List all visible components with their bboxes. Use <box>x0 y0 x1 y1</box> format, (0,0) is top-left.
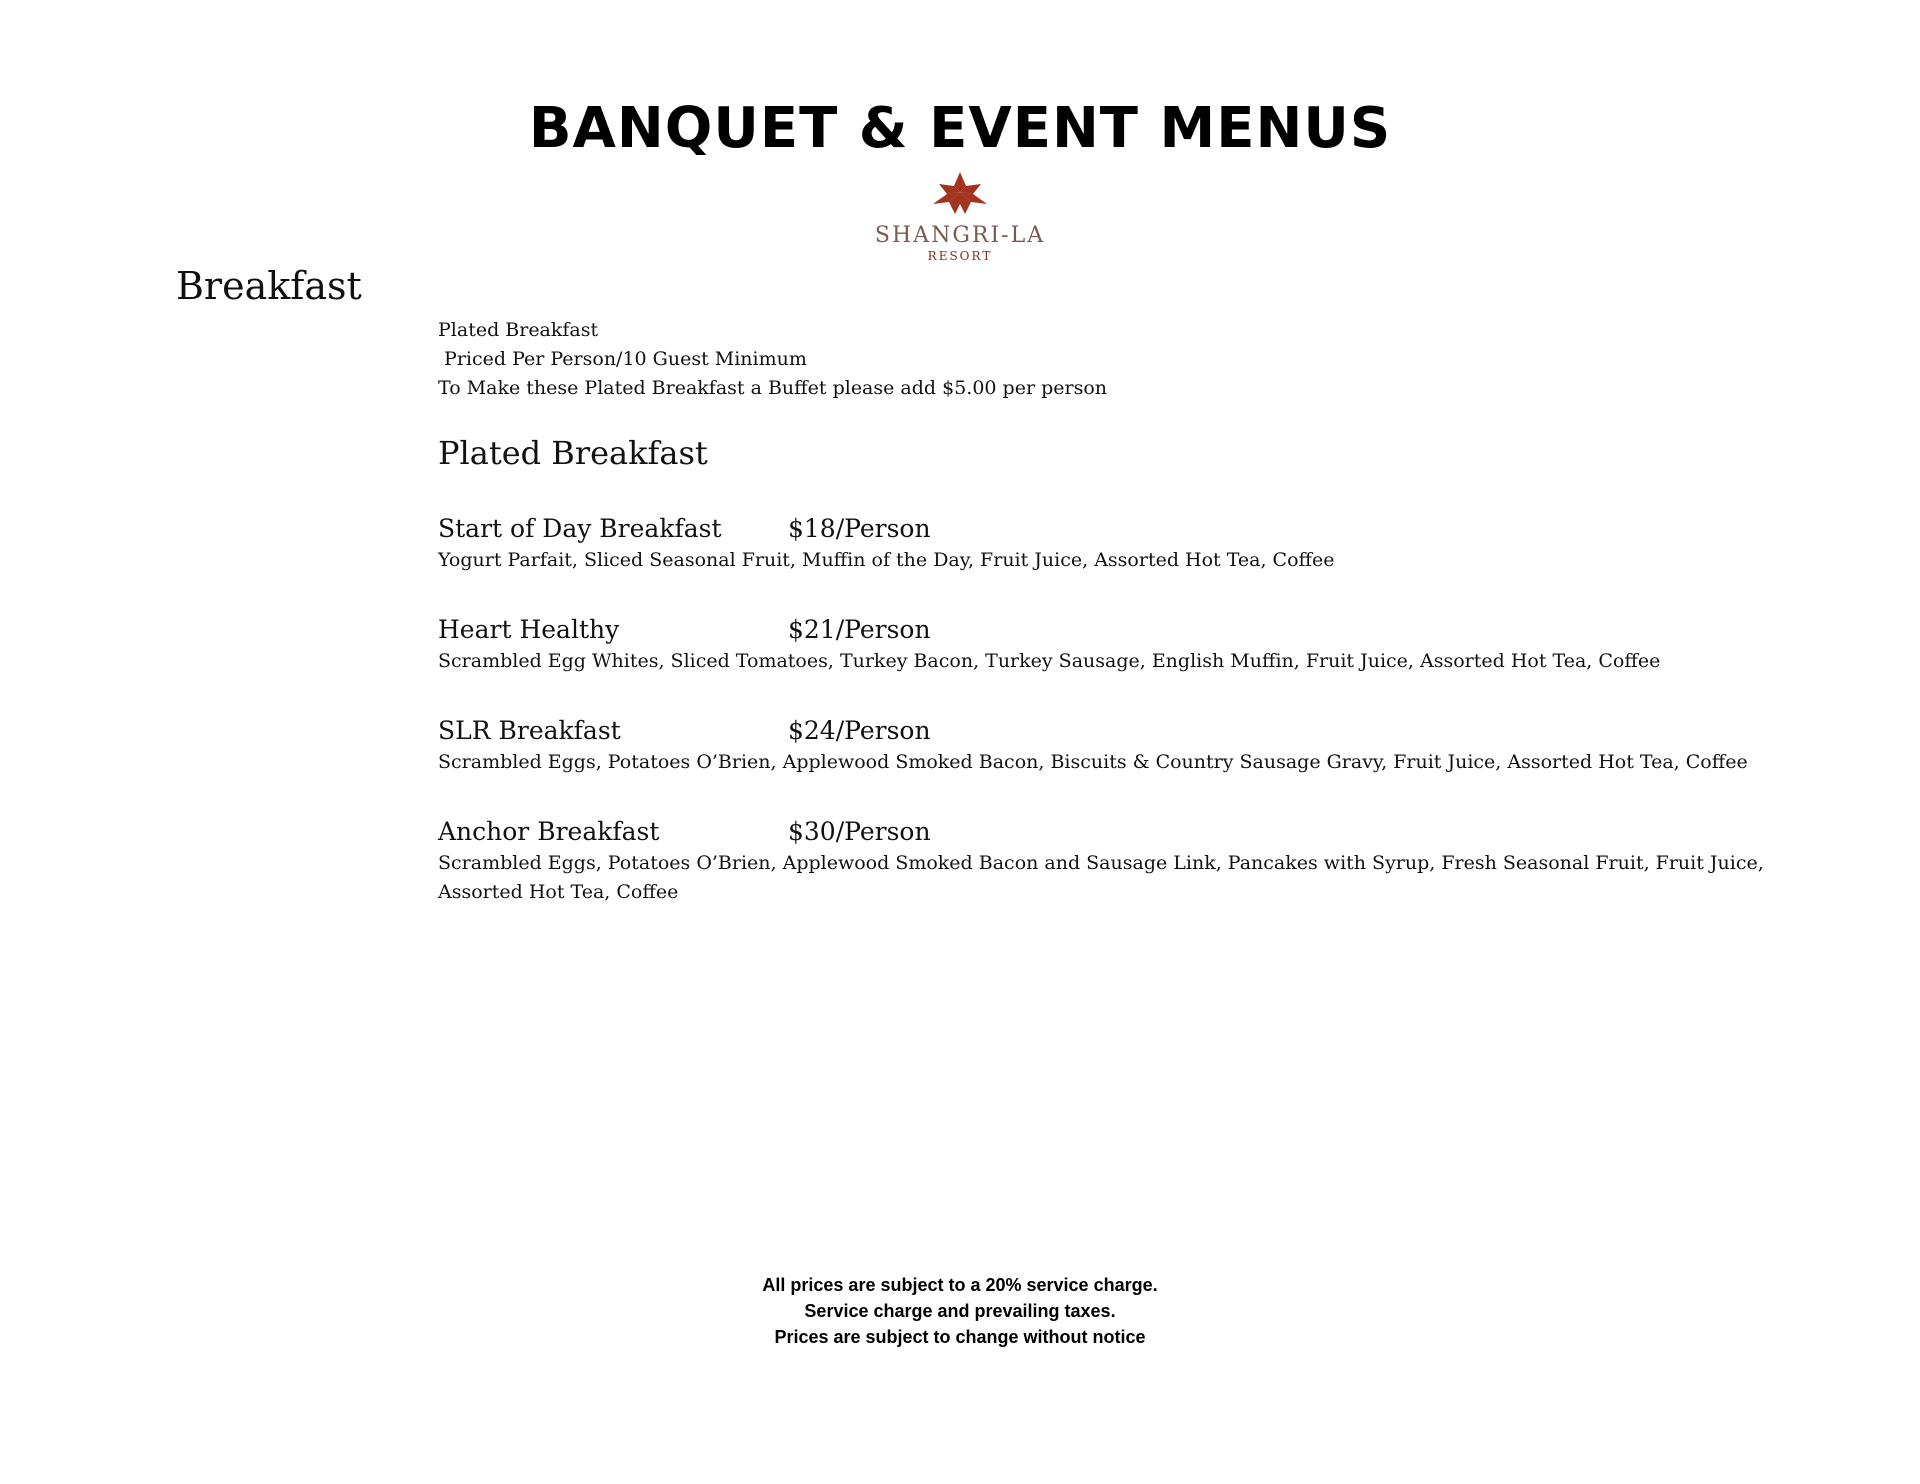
item-name: Heart Healthy <box>438 615 620 644</box>
star-flower-icon <box>925 170 995 222</box>
footer-line: Service charge and prevailing taxes. <box>804 1301 1116 1321</box>
intro-line: To Make these Plated Breakfast a Buffet please add $5.00 per person <box>438 377 1107 399</box>
intro-text <box>438 316 1107 403</box>
sub-heading: Plated Breakfast <box>438 434 708 472</box>
item-description: Scrambled Eggs, Potatoes O’Brien, Applewood Smoked Bacon, Biscuits & Country Sausage Gravy, Fruit Juice, Assorted Hot Tea, Coffee <box>438 751 1748 773</box>
section-heading: Breakfast <box>176 264 362 308</box>
footer-line: Prices are subject to change without notice <box>774 1327 1146 1347</box>
item-name: Anchor Breakfast <box>438 817 660 846</box>
menu-item <box>438 817 1778 907</box>
menu-item <box>438 514 1778 575</box>
resort-logo <box>860 170 1060 264</box>
item-price: $18/Person <box>788 514 931 543</box>
menu-item <box>438 716 1778 777</box>
logo-subtitle: RESORT <box>927 249 993 263</box>
item-name: SLR Breakfast <box>438 716 621 745</box>
item-name: Start of Day Breakfast <box>438 514 722 543</box>
item-price: $30/Person <box>788 817 931 846</box>
item-price: $24/Person <box>788 716 931 745</box>
item-description: Yogurt Parfait, Sliced Seasonal Fruit, Muffin of the Day, Fruit Juice, Assorted Hot Tea, Coffee <box>438 549 1335 571</box>
intro-line: Plated Breakfast <box>438 319 599 341</box>
item-description: Scrambled Eggs, Potatoes O’Brien, Applewood Smoked Bacon and Sausage Link, Pancakes with Syrup, Fresh Seasonal Fruit, Fruit Juice, Assorted Hot Tea, Coffee <box>438 852 1764 903</box>
item-description: Scrambled Egg Whites, Sliced Tomatoes, Turkey Bacon, Turkey Sausage, English Muffin, Fruit Juice, Assorted Hot Tea, Coffee <box>438 650 1661 672</box>
logo-name: SHANGRI-LA <box>874 223 1046 248</box>
footer-notice <box>0 1272 1920 1350</box>
menu-item <box>438 615 1778 676</box>
item-price: $21/Person <box>788 615 931 644</box>
footer-line: All prices are subject to a 20% service charge. <box>762 1275 1158 1295</box>
page-title: BANQUET & EVENT MENUS <box>528 96 1392 161</box>
intro-line: Priced Per Person/10 Guest Minimum <box>438 348 807 370</box>
